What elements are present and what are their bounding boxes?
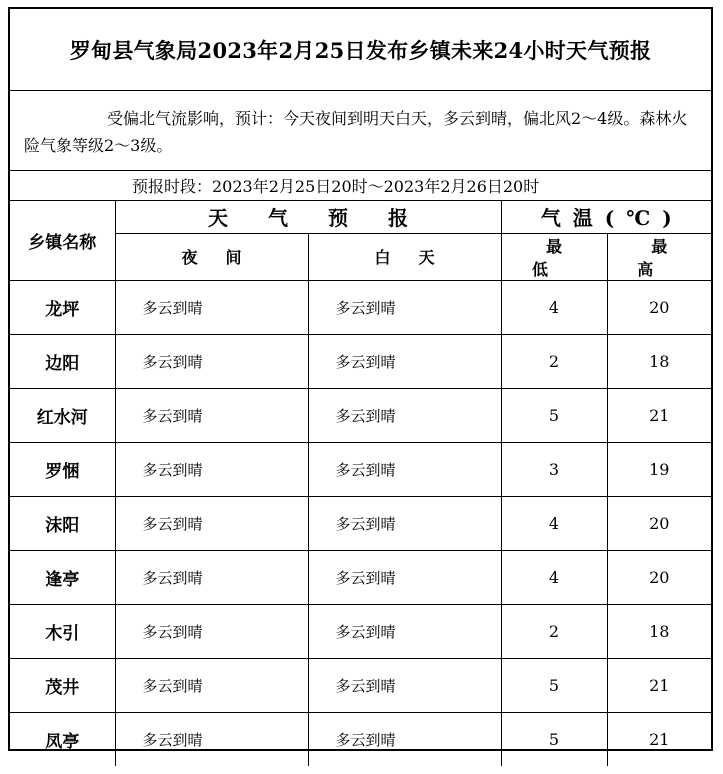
header-forecast: 天气预报 bbox=[115, 201, 501, 233]
header-day: 白天 bbox=[308, 233, 501, 280]
max-temp: 18 bbox=[607, 604, 711, 658]
table-row bbox=[10, 280, 711, 334]
table-row bbox=[10, 496, 711, 550]
forecast-period: 预报时段：2023年2月25日20时～2023年2月26日20时 bbox=[10, 171, 711, 201]
max-temp: 18 bbox=[607, 334, 711, 388]
min-temp: 5 bbox=[501, 712, 607, 766]
day-weather: 多云到晴 bbox=[308, 550, 501, 604]
day-weather: 多云到晴 bbox=[308, 334, 501, 388]
day-weather: 多云到晴 bbox=[308, 712, 501, 766]
town-name: 逢亭 bbox=[10, 550, 115, 604]
town-name: 茂井 bbox=[10, 658, 115, 712]
night-weather: 多云到晴 bbox=[115, 388, 308, 442]
day-weather: 多云到晴 bbox=[308, 496, 501, 550]
forecast-table bbox=[10, 201, 711, 766]
night-weather: 多云到晴 bbox=[115, 604, 308, 658]
night-weather: 多云到晴 bbox=[115, 712, 308, 766]
header-town: 乡镇名称 bbox=[10, 201, 115, 280]
town-name: 边阳 bbox=[10, 334, 115, 388]
min-temp: 2 bbox=[501, 604, 607, 658]
min-temp: 3 bbox=[501, 442, 607, 496]
forecast-sheet bbox=[8, 7, 713, 751]
header-min: 最低 bbox=[501, 233, 607, 280]
forecast-summary: 受偏北气流影响，预计：今天夜间到明天白天，多云到晴，偏北风2～4级。森林火险气象等级2～3级。 bbox=[10, 91, 711, 171]
header-night: 夜间 bbox=[115, 233, 308, 280]
max-temp: 21 bbox=[607, 388, 711, 442]
town-name: 罗悃 bbox=[10, 442, 115, 496]
page-title: 罗甸县气象局2023年2月25日发布乡镇未来24小时天气预报 bbox=[10, 9, 711, 91]
header-max: 最高 bbox=[607, 233, 711, 280]
night-weather: 多云到晴 bbox=[115, 658, 308, 712]
min-temp: 4 bbox=[501, 550, 607, 604]
table-row bbox=[10, 388, 711, 442]
table-row bbox=[10, 442, 711, 496]
town-name: 凤亭 bbox=[10, 712, 115, 766]
table-row bbox=[10, 604, 711, 658]
day-weather: 多云到晴 bbox=[308, 658, 501, 712]
table-row bbox=[10, 550, 711, 604]
town-name: 红水河 bbox=[10, 388, 115, 442]
max-temp: 20 bbox=[607, 280, 711, 334]
min-temp: 2 bbox=[501, 334, 607, 388]
min-temp: 5 bbox=[501, 658, 607, 712]
town-name: 木引 bbox=[10, 604, 115, 658]
table-header-row bbox=[10, 201, 711, 233]
max-temp: 21 bbox=[607, 712, 711, 766]
town-name: 沫阳 bbox=[10, 496, 115, 550]
town-name: 龙坪 bbox=[10, 280, 115, 334]
min-temp: 5 bbox=[501, 388, 607, 442]
day-weather: 多云到晴 bbox=[308, 442, 501, 496]
night-weather: 多云到晴 bbox=[115, 280, 308, 334]
night-weather: 多云到晴 bbox=[115, 334, 308, 388]
table-row bbox=[10, 334, 711, 388]
min-temp: 4 bbox=[501, 496, 607, 550]
table-row bbox=[10, 712, 711, 766]
max-temp: 20 bbox=[607, 496, 711, 550]
min-temp: 4 bbox=[501, 280, 607, 334]
max-temp: 20 bbox=[607, 550, 711, 604]
header-temperature: 气温(℃) bbox=[501, 201, 711, 233]
night-weather: 多云到晴 bbox=[115, 442, 308, 496]
table-row bbox=[10, 658, 711, 712]
day-weather: 多云到晴 bbox=[308, 280, 501, 334]
day-weather: 多云到晴 bbox=[308, 388, 501, 442]
table-subheader-row bbox=[10, 233, 711, 280]
night-weather: 多云到晴 bbox=[115, 496, 308, 550]
night-weather: 多云到晴 bbox=[115, 550, 308, 604]
max-temp: 21 bbox=[607, 658, 711, 712]
day-weather: 多云到晴 bbox=[308, 604, 501, 658]
max-temp: 19 bbox=[607, 442, 711, 496]
